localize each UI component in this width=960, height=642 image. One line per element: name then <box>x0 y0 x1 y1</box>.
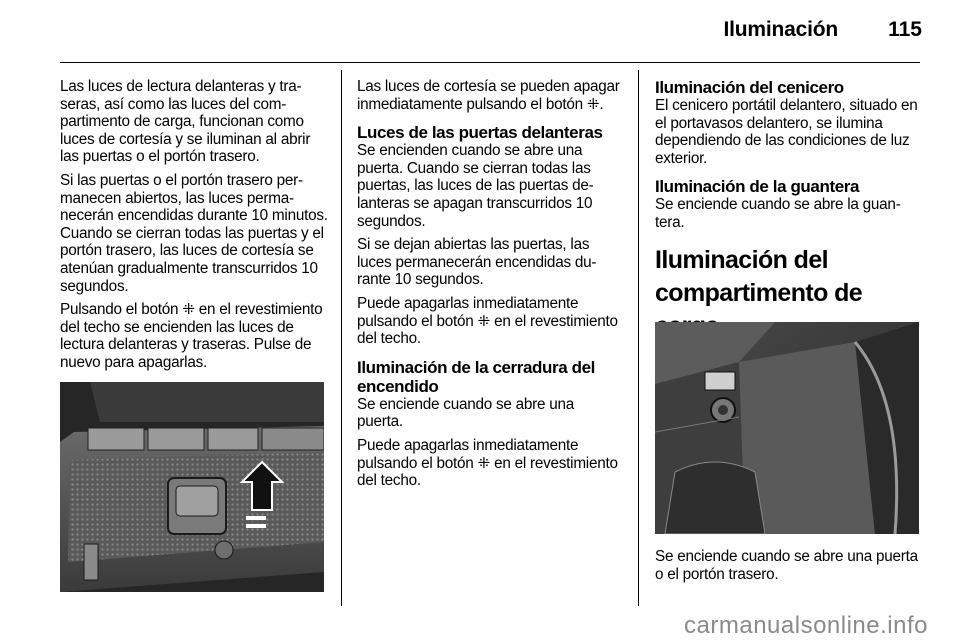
paragraph: Pulsando el botón ⁜ en el revestimiento del techo se encienden las luces de lectura delanteras y traseras. Pulse de nuevo para apagarlas. <box>60 301 323 371</box>
cargo-compartment-drawing <box>655 322 919 534</box>
paragraph: Se enciende cuando se abre una puerta o el portón trasero. <box>655 548 918 583</box>
cargo-caption <box>655 548 923 589</box>
page-number: 115 <box>888 18 922 41</box>
paragraph: El cenicero portátil delantero, situado en el portavasos delantero, se ilumina dependiendo de las condiciones de luz exterior. <box>655 97 918 167</box>
cargo-compartment-illustration <box>655 322 919 534</box>
column-3 <box>655 78 923 357</box>
paragraph: Se encienden cuando se abre una puerta. Cuando se cierran todas las puertas, las luces de las puertas delanteras se apagan transcurridos 10 segundos. <box>357 142 594 230</box>
paragraph: Si las puertas o el portón trasero permanecen abiertos, las luces permanecerán encendidas durante 10 minutos. Cuando se cierran todas las puertas y el portón trasero, las luces de cortesía se atenúan gradualmente transcurridos 10 segundos. <box>60 171 328 295</box>
roof-console-drawing <box>60 382 324 592</box>
section-heading: Iluminación de la cerradura del encendido <box>357 357 595 396</box>
paragraph: Puede apagarlas inmediatamente pulsando el botón ⁜ en el revestimiento del techo. <box>357 436 618 490</box>
roof-console-illustration <box>60 382 324 592</box>
header-divider <box>60 62 920 63</box>
paragraph: Las luces de lectura delanteras y traseras, así como las luces del compartimento de carga, funcionan como luces de cortesía y se iluminan al abrir las puertas o el portón trasero. <box>60 78 311 166</box>
page-title: Iluminación <box>723 18 838 41</box>
column-1 <box>60 78 328 378</box>
chapter-heading: Iluminación del compartimento de <box>655 245 863 307</box>
paragraph: Se enciende cuando se abre una puerta. <box>357 395 575 431</box>
section-heading: Luces de las puertas delanteras <box>357 123 603 143</box>
watermark: carmanualsonline.info <box>684 612 928 639</box>
column-2 <box>357 78 623 496</box>
column-divider-2 <box>638 70 639 606</box>
section-heading: Iluminación de la guantera <box>655 177 860 197</box>
paragraph: Se enciende cuando se abre la guantera. <box>655 196 901 231</box>
paragraph: Si se dejan abiertas las puertas, las luces permanecerán encendidas durante 10 segundos. <box>357 236 597 289</box>
paragraph: Puede apagarlas inmediatamente pulsando el botón ⁜ en el revestimiento del techo. <box>357 294 618 348</box>
section-heading: Iluminación del cenicero <box>655 78 844 97</box>
column-divider-1 <box>341 70 342 606</box>
paragraph: Las luces de cortesía se pueden apagar inmediatamente pulsando el botón ⁜. <box>357 78 620 113</box>
